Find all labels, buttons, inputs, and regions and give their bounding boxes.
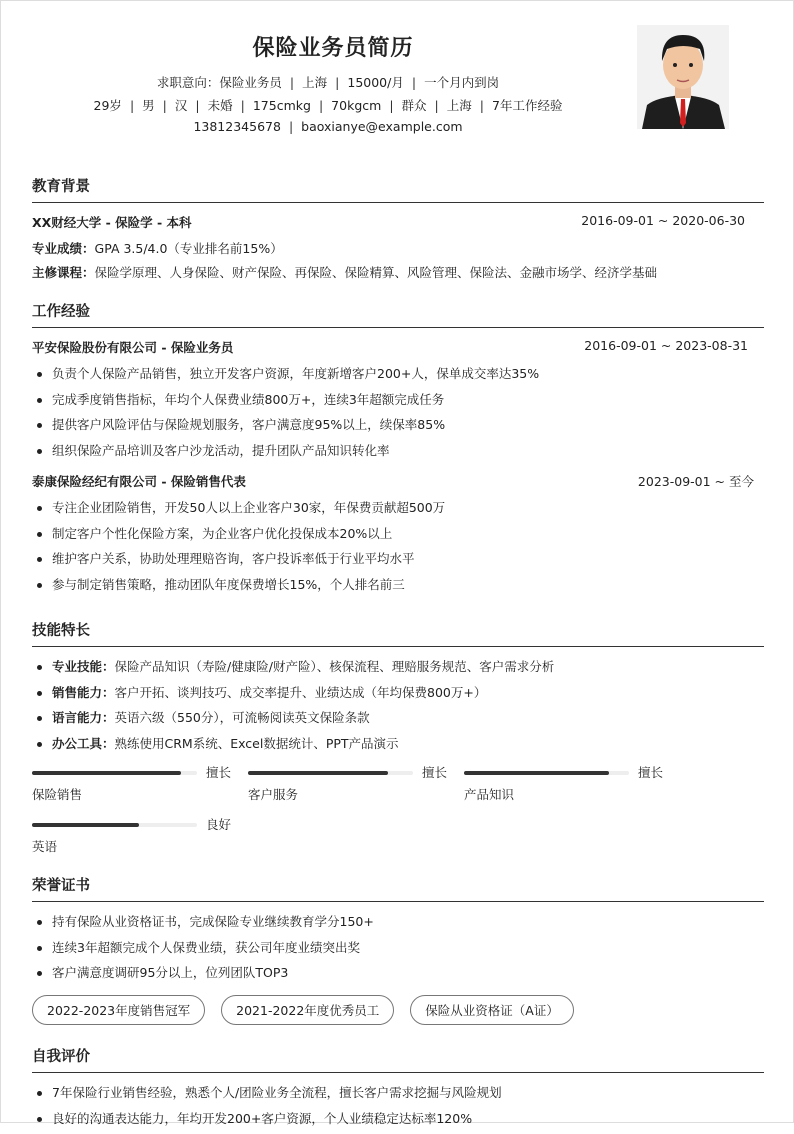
info-item: 未婚 [208,98,233,113]
section-heading: 技能特长 [32,619,764,647]
education-section [32,175,764,287]
section-heading: 荣誉证书 [32,874,764,902]
personal-info [1,96,655,114]
text: 保险产品知识（寿险/健康险/财产险）、核保流程、理赔服务规范、客户需求分析 [115,659,555,674]
skill-level: 良好 [206,815,231,833]
certificate-tag: 2021-2022年度优秀员工 [221,995,394,1025]
info-item: 29岁 [94,98,122,113]
skill-level: 擅长 [638,763,663,781]
separator: | [435,98,439,113]
certificate-tag: 保险从业资格证（A证） [410,995,574,1025]
list-item: 7年保险行业销售经验，熟悉个人/团险业务全流程，擅长客户需求挖掘与风险规划 [32,1083,764,1109]
progress-fill [464,771,609,775]
progress-track [32,823,197,827]
info-item: 汉 [175,98,188,113]
info-item: 70kgcm [331,98,381,113]
progress-track [248,771,413,775]
label: 语言能力： [52,710,115,725]
text: 英语六级（550分），可流畅阅读英文保险条款 [115,710,370,725]
separator: | [195,98,199,113]
separator: | [289,119,293,134]
job-intention [1,73,655,91]
certificate-tag: 2022-2023年度销售冠军 [32,995,205,1025]
progress-fill [32,771,181,775]
avatar-photo [637,25,729,129]
text: 客户开拓、谈判技巧、成交率提升、业绩达成（年均保费800万+） [115,685,487,700]
separator: | [389,98,393,113]
skill-level: 擅长 [206,763,231,781]
info-item: 上海 [447,98,472,113]
skill-name: 保险销售 [32,785,82,803]
separator: | [163,98,167,113]
job-title: 平安保险股份有限公司 - 保险业务员 [32,338,233,356]
honors-section [32,874,764,1025]
job-entry [32,338,764,466]
section-heading: 自我评价 [32,1045,764,1073]
grade: GPA 3.5/4.0（专业排名前15%） [95,241,283,256]
section-heading: 教育背景 [32,175,764,203]
date: 2016-09-01 ~ 2020-06-30 [581,213,745,231]
skill-bar [32,763,248,815]
list-item: 提供客户风险评估与保险规划服务，客户满意度95%以上，续保率85% [32,415,764,441]
skill-name: 产品知识 [464,785,514,803]
courses: 保险学原理、人身保险、财产保险、再保险、保险精算、风险管理、保险法、金融市场学、经济学基础 [95,265,658,280]
list-item: 完成季度销售指标，年均个人保费业绩800万+，连续3年超额完成任务 [32,390,764,416]
progress-track [464,771,629,775]
list-item: 制定客户个性化保险方案，为企业客户优化投保成本20%以上 [32,524,764,550]
skill-name: 英语 [32,837,57,855]
work-section [32,300,764,600]
info-item: 175cmkg [253,98,311,113]
list-item: 连续3年超额完成个人保费业绩，获公司年度业绩突出奖 [32,938,764,964]
skill-bar [464,763,680,815]
list-item: 维护客户关系，协助处理理赔咨询，客户投诉率低于行业平均水平 [32,549,764,575]
info-item: 15000/月 [347,75,403,90]
text: 熟练使用CRM系统、Excel数据统计、PPT产品演示 [115,736,399,751]
skill-name: 客户服务 [248,785,298,803]
progress-track [32,771,197,775]
list-item: 客户满意度调研95分以上，位列团队TOP3 [32,963,764,989]
separator: | [241,98,245,113]
section-heading: 工作经验 [32,300,764,328]
label: 办公工具： [52,736,115,751]
separator: | [130,98,134,113]
list-item: 参与制定销售策略，推动团队年度保费增长15%，个人排名前三 [32,575,764,601]
separator: | [319,98,323,113]
separator: | [412,75,416,90]
list-item: 专注企业团险销售，开发50人以上企业客户30家，年保费贡献超500万 [32,498,764,524]
list-item: 负责个人保险产品销售，独立开发客户资源，年度新增客户200+人，保单成交率达35% [32,364,764,390]
progress-fill [32,823,139,827]
skill-item [32,708,764,734]
info-item: 群众 [402,98,427,113]
separator: | [480,98,484,113]
separator: | [290,75,294,90]
info-item: 13812345678 [193,119,280,134]
label: 专业技能： [52,659,115,674]
self-evaluation-section [32,1045,764,1134]
info-item: baoxianye@example.com [301,119,462,134]
job-entry [32,472,764,600]
school: XX财经大学 - 保险学 - 本科 [32,213,192,231]
skill-bar [32,815,248,867]
contact-info [1,119,655,134]
list-item: 持有保险从业资格证书，完成保险专业继续教育学分150+ [32,912,764,938]
info-item: 7年工作经验 [492,98,562,113]
label: 主修课程： [32,265,95,280]
skill-item [32,657,764,683]
date: 2016-09-01 ~ 2023-08-31 [584,338,748,356]
list-item: 组织保险产品培训及客户沙龙活动，提升团队产品知识转化率 [32,441,764,467]
skills-section [32,619,764,867]
separator: | [335,75,339,90]
skill-level: 擅长 [422,763,447,781]
page-title: 保险业务员简历 [1,31,665,62]
job-title: 泰康保险经纪有限公司 - 保险销售代表 [32,472,246,490]
info-item: 男 [142,98,155,113]
info-item: 一个月内到岗 [424,75,499,90]
date: 2023-09-01 ~ 至今 [638,472,754,490]
label: 销售能力： [52,685,115,700]
info-item: 求职意向：保险业务员 [157,75,282,90]
label: 专业成绩： [32,241,95,256]
list-item: 良好的沟通表达能力，年均开发200+客户资源，个人业绩稳定达标率120% [32,1109,764,1134]
progress-fill [248,771,388,775]
skill-item [32,734,764,760]
skill-bar [248,763,464,815]
skill-item [32,683,764,709]
info-item: 上海 [302,75,327,90]
